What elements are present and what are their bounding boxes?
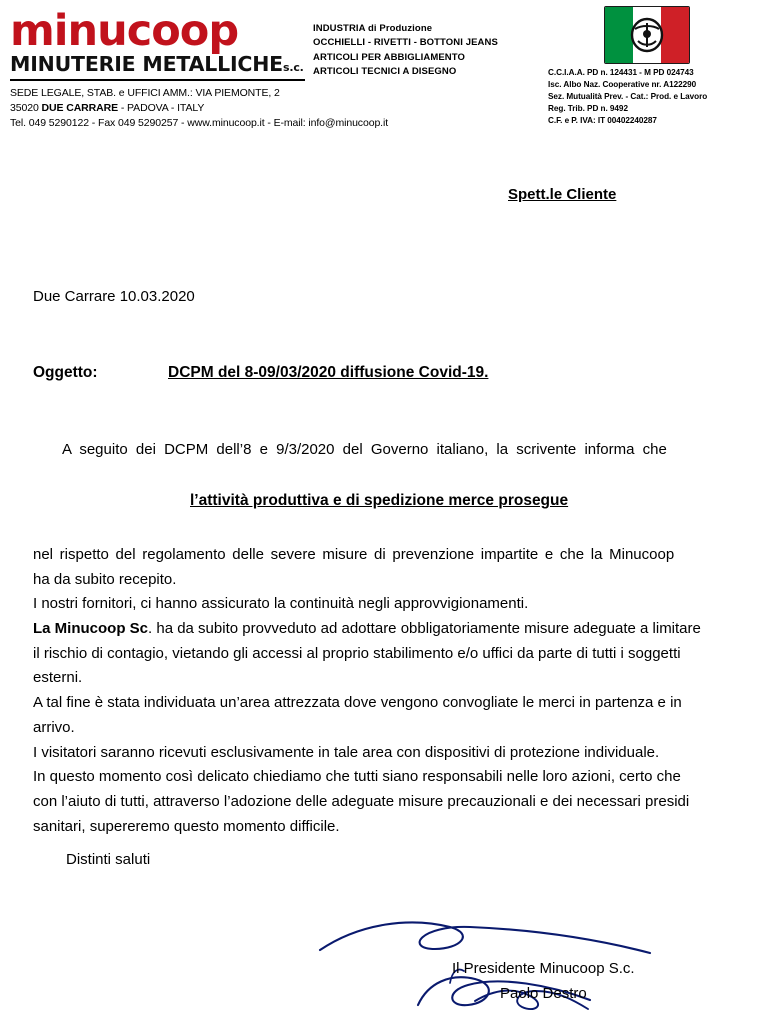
production-line-2: OCCHIELLI - RIVETTI - BOTTONI JEANS	[313, 37, 498, 49]
logo-divider	[10, 79, 305, 81]
body-line-7: A tal fine è stata individuata un’area attrezzata dove vengono convogliate le merci in partenza e in	[33, 694, 682, 712]
highlight-statement: l’attività produttiva e di spedizione merce prosegue	[190, 492, 569, 509]
company-logo	[10, 6, 310, 81]
company-logo-subtitle-text: MINUTERIE METALLICHE	[10, 52, 283, 76]
fiscal-line-4: Reg. Trib. PD n. 9492	[548, 103, 628, 113]
body-text	[33, 543, 745, 839]
company-logo-subtitle	[10, 54, 310, 76]
closing-regards: Distinti saluti	[66, 851, 151, 868]
body-bold-lead: La Minucoop Sc	[33, 620, 149, 638]
company-logo-wordmark: minucoop	[10, 6, 239, 56]
address-line-3: Tel. 049 5290122 - Fax 049 5290257 - www.minucoop.it - E-mail: info@minucoop.it	[10, 117, 389, 130]
fiscal-info	[548, 67, 756, 126]
body-line-4	[33, 617, 745, 641]
production-list	[313, 22, 498, 79]
letterhead	[0, 0, 768, 130]
cooperative-emblem-icon	[625, 13, 669, 57]
italian-flag-logo-icon	[604, 6, 690, 64]
fiscal-line-3: Sez. Mutualità Prev. - Cat.: Prod. e Lavoro	[548, 91, 708, 101]
production-line-4: ARTICOLI TECNICI A DISEGNO	[313, 65, 457, 77]
address-line-2	[10, 101, 388, 116]
address-line-2-rest: - PADOVA - ITALY	[118, 102, 205, 115]
company-address	[10, 86, 388, 132]
body-line-12: sanitari, supereremo questo momento difficile.	[33, 817, 340, 835]
lead-paragraph: A seguito dei DCPM dell’8 e 9/3/2020 del Governo italiano, la scrivente informa che	[62, 441, 667, 458]
subject-text: DCPM del 8-09/03/2020 diffusione Covid-19.	[168, 364, 489, 381]
address-line-1: SEDE LEGALE, STAB. e UFFICI AMM.: VIA PIEMONTE, 2	[10, 87, 280, 99]
body-line-11: con l’aiuto di tutti, attraverso l’adozione delle adeguate misure precauzionali e dei necessari presidi	[33, 792, 690, 810]
body-line-9: I visitatori saranno ricevuti esclusivamente in tale area con dispositivi di protezione individuale.	[33, 743, 660, 761]
city-name: DUE CARRARE	[41, 102, 119, 115]
signature-title: Il Presidente Minucoop S.c.	[452, 960, 635, 977]
company-logo-sc: s.c.	[283, 61, 304, 74]
body-line-1: nel rispetto del regolamento delle severe misure di prevenzione impartite e che la Minucoop	[33, 546, 675, 563]
production-line-3: ARTICOLI PER ABBIGLIAMENTO	[313, 51, 465, 63]
subject-label: Oggetto:	[33, 364, 98, 381]
body-line-4-rest: . ha da subito provveduto ad adottare obbligatoriamente misure adeguate a limitare	[148, 620, 701, 638]
recipient-line: Spett.le Cliente	[508, 186, 617, 203]
body-line-10: In questo momento così delicato chiediamo che tutti siano responsabili nelle loro azioni, certo che	[33, 768, 681, 786]
production-line-1: INDUSTRIA di Produzione	[313, 23, 433, 34]
body-line-2: ha da subito recepito.	[33, 570, 177, 588]
body-line-3: I nostri fornitori, ci hanno assicurato la continuità negli approvvigionamenti.	[33, 595, 529, 613]
fiscal-line-2: Isc. Albo Naz. Cooperative nr. A122290	[548, 79, 697, 89]
fiscal-line-5: C.F. e P. IVA: IT 00402240287	[548, 115, 657, 125]
fiscal-line-1: C.C.I.A.A. PD n. 124431 - M PD 024743	[548, 68, 694, 77]
signature-area	[300, 905, 720, 1020]
body-line-6: esterni.	[33, 669, 83, 687]
subject-row	[33, 364, 733, 382]
certification-block	[548, 6, 756, 126]
signature-name: Paolo Destro	[500, 985, 587, 1002]
body-line-8: arrivo.	[33, 718, 75, 736]
place-date: Due Carrare 10.03.2020	[33, 288, 195, 305]
body-line-5: il rischio di contagio, vietando gli accessi al proprio stabilimento e/o uffici da parte di tutti i soggetti	[33, 644, 681, 662]
postal-code: 35020	[10, 102, 39, 115]
